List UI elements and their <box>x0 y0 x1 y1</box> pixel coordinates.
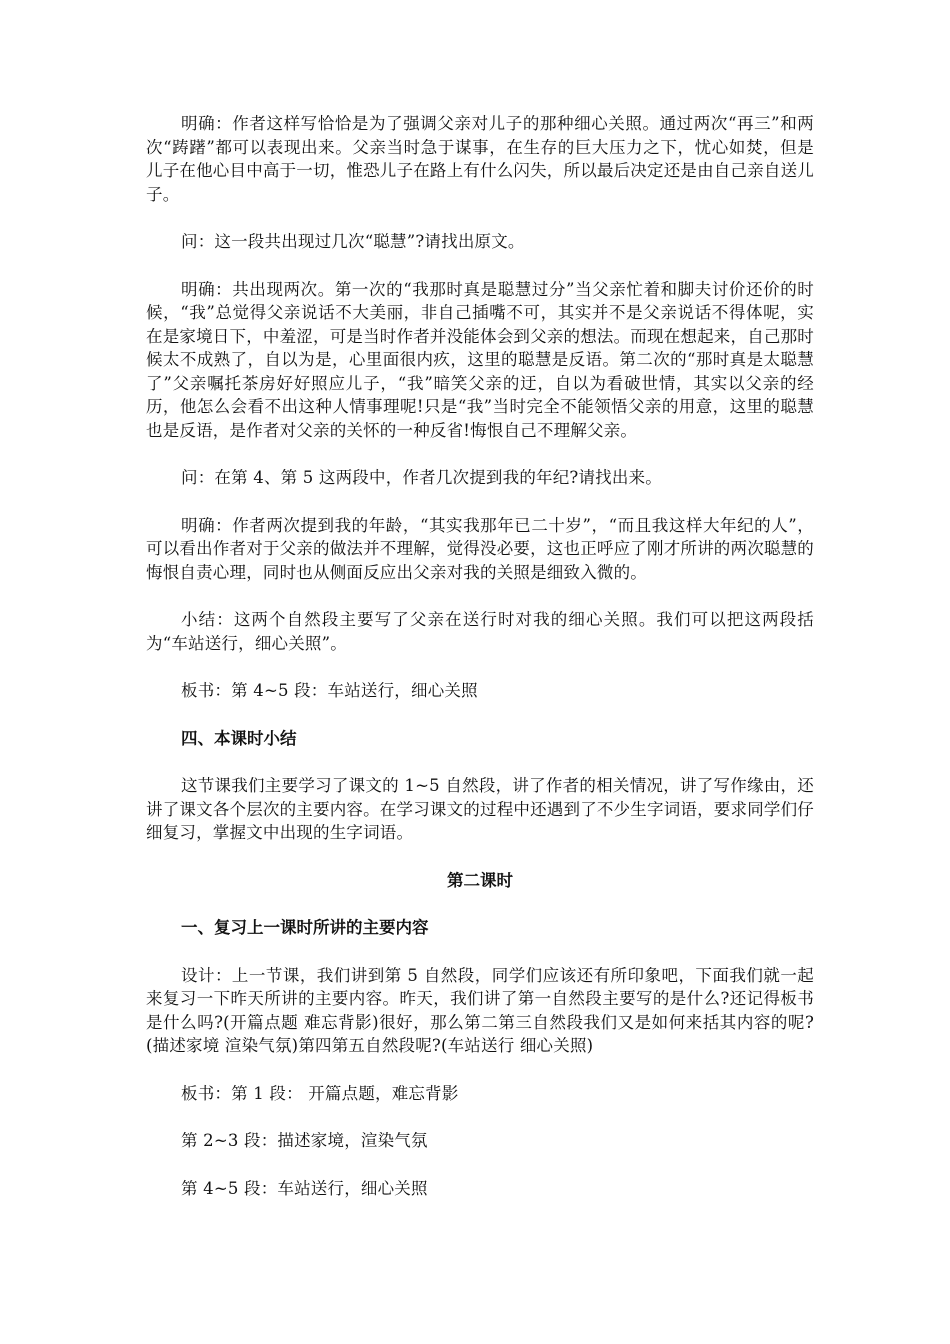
section-heading-review: 一、复习上一课时所讲的主要内容 <box>181 918 429 937</box>
lesson-two-title: 第二课时 <box>447 870 513 890</box>
paragraph-board-4-5: 板书：第 4~5 段：车站送行，细心关照 <box>181 681 478 700</box>
paragraph-lesson-summary: 这节课我们主要学习了课文的 1~5 自然段，讲了作者的相关情况，讲了写作缘由，还讲了课文各个层次的主要内容。在学习课文的过程中还遇到了不少生字词语，要求同学们仔细复习，掌握文中出现的生字词语。 <box>146 776 814 842</box>
board-line-1: 板书：第 1 段： 开篇点题，难忘背影 <box>181 1083 459 1103</box>
paragraph-clarify-smart: 明确：共出现两次。第一次的“我那时真是聪慧过分”当父亲忙着和脚夫讨价还价的时候，“我”总觉得父亲说话不大美丽，非自己插嘴不可，其实并不是父亲说话不得体呢，实在是家境日下，中羞涩，可是当时作者并没能体会到父亲的想法。而现在想起来，自己那时候太不成熟了，自以为是，心里面很内疚，这里的聪慧是反语。第二次的“那时真是太聪慧了”父亲嘱托茶房好好照应儿子，“我”暗笑父亲的迂，自以为看破世情，其实以父亲的经历，他怎么会看不出这种人情事理呢!只是“我”当时完全不能领悟父亲的用意，这里的聪慧也是反语，是作者对父亲的关怀的一种反省!悔恨自己不理解父亲。 <box>146 279 814 440</box>
document-page <box>146 112 814 1200</box>
paragraph-question-smart: 问：这一段共出现过几次“聪慧”?请找出原文。 <box>181 232 525 251</box>
paragraph-summary: 小结：这两个自然段主要写了父亲在送行时对我的细心关照。我们可以把这两段括为“车站送行，细心关照”。 <box>146 610 814 653</box>
paragraph-question-age: 问：在第 4、第 5 这两段中，作者几次提到我的年纪?请找出来。 <box>181 468 662 487</box>
board-line-3: 第 4~5 段：车站送行，细心关照 <box>181 1178 428 1198</box>
section-heading-lesson-summary: 四、本课时小结 <box>181 728 297 748</box>
paragraph-design: 设计：上一节课，我们讲到第 5 自然段，同学们应该还有所印象吧，下面我们就一起来复习一下昨天所讲的主要内容。昨天，我们讲了第一自然段主要写的是什么?还记得板书是什么吗?(开篇点题 难忘背影)很好，那么第二第三自然段我们又是如何来括其内容的呢?(描述家境 渲染气氛)第四第五自然段呢?(车站送行 细心关照) <box>146 965 814 1055</box>
board-line-2: 第 2~3 段：描述家境，渲染气氛 <box>181 1131 428 1150</box>
paragraph-clarify-care: 明确：作者这样写恰恰是为了强调父亲对儿子的那种细心关照。通过两次“再三”和两次“踌躇”都可以表现出来。父亲当时急于谋事，在生存的巨大压力之下，忧心如焚，但是儿子在他心目中高于一切，惟恐儿子在路上有什么闪失，所以最后决定还是由自己亲自送儿子。 <box>146 114 814 204</box>
paragraph-clarify-age: 明确：作者两次提到我的年龄，“其实我那年已二十岁”，“而且我这样大年纪的人”，可以看出作者对于父亲的做法并不理解，觉得没必要，这也正呼应了刚才所讲的两次聪慧的悔恨自责心理，同时也从侧面反应出父亲对我的关照是细致入微的。 <box>146 515 814 582</box>
